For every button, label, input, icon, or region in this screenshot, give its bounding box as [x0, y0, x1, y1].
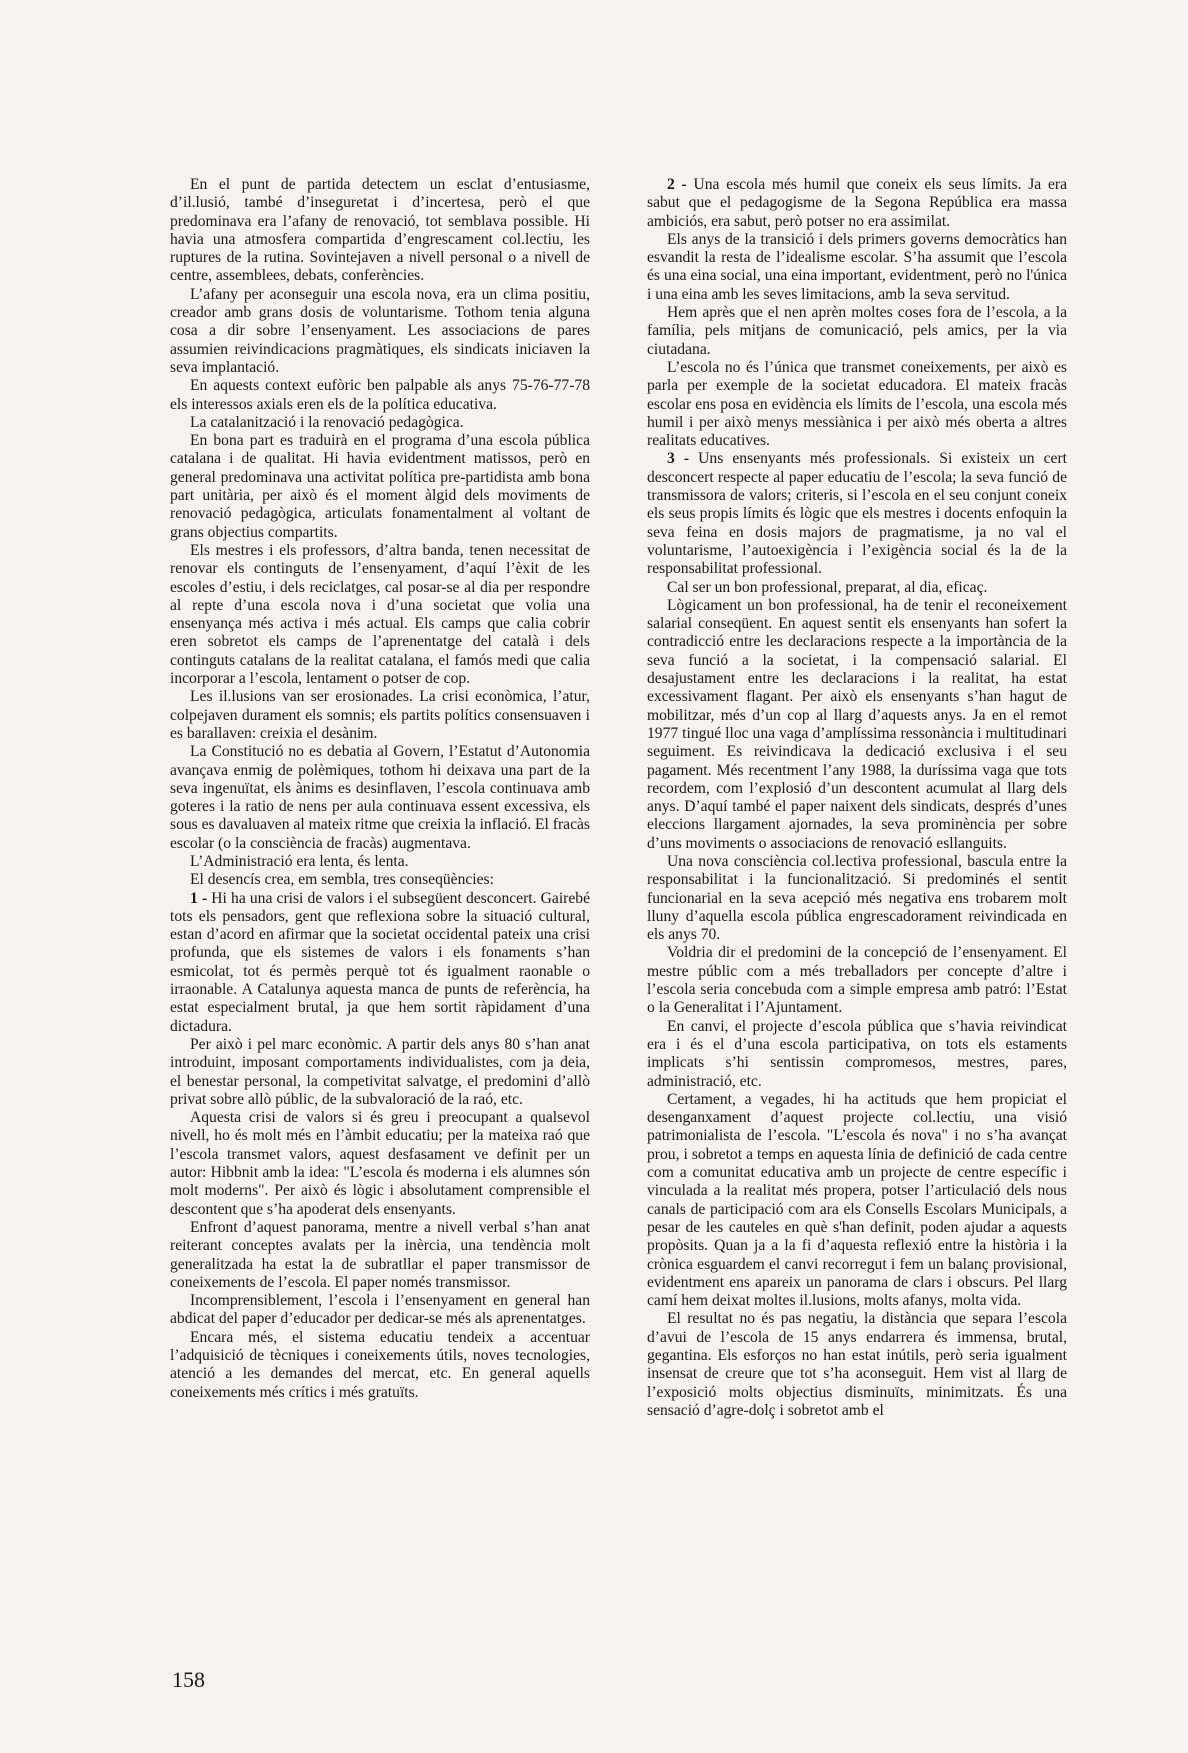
paragraph: [170, 871, 590, 889]
paragraph: [647, 450, 1067, 578]
paragraph-text: Hem après que el nen aprèn moltes coses fora de l’escola, a la família, pels mitjans de comunicació, pels amics, per la via ciutadana.: [647, 304, 1067, 358]
paragraph-text: Cal ser un bon professional, preparat, al dia, eficaç.: [667, 578, 988, 596]
paragraph: [170, 1292, 590, 1329]
paragraph-text: Certament, a vegades, hi ha actituds que hem propiciat el desenganxament d’aquest projecte col.lectiu, una visió patrimonialista de l’escola. "L’escola és nova" i no s’ha avançat prou, i sobretot a temps en aquesta línia de definició de cada centre com a comunitat educativa amb un projecte de centre específic i vinculada a la realitat més propera, potser l’articulació dels nous canals de participació com ara els Consells Escolars Municipals, a pesar de les cauteles en què s'han definit, poden ajudar a aquests propòsits. Quan ja a la fi d’aquesta reflexió entre la història i la crònica esguardem el canvi recorregut i fem un balanç provisional, evidentment ens apareix un panorama de clars i obscurs. Pel llarg camí hem deixat moltes il.lusions, molts afanys, molta vida.: [647, 1090, 1067, 1310]
paragraph: [170, 377, 590, 414]
paragraph-text: El resultat no és pas negatiu, la distància que separa l’escola d’avui de l’escola de 15 anys endarrera és immensa, brutal, gegantina. Els esforços no han estat inútils, però seria igualment insensat de creure que tot s’ha aconseguit. Hem vist al llarg de l’exposició molts objectius disminuïts, minimitzats. És una sensació d’agre-dolç i sobretot amb el: [647, 1310, 1067, 1419]
paragraph-text: En el punt de partida detectem un esclat d’entusiasme, d’il.lusió, també d’inseguretat i d’incertesa, però el que predominava era l’afany de renovació, tot semblava possible. Hi havia una atmosfera compartida d’engrescament col.lectiu, les ruptures de la rutina. Sovintejaven a nivell personal o a nivell de centre, assemblees, debats, conferències.: [170, 176, 590, 285]
paragraph-text: L’afany per aconseguir una escola nova, era un clima positiu, creador amb grans dosis de voluntarisme. Tothom tenia alguna cosa a dir sobre l’ensenyament. Les associacions de pares assumien reivindicacions pragmàtiques, els sindicats iniciaven la seva implantació.: [170, 285, 590, 376]
paragraph-text: En bona part es traduirà en el programa d’una escola pública catalana i de qualitat. Hi havia evidentment matissos, però en general predominava una activitat política pre-partidista amb bona part unitària, per això és el moment àlgid dels moviments de renovació pedagògica, articulats fonamentalment al voltant de grans objectius compartits.: [170, 432, 590, 541]
paragraph: [647, 1091, 1067, 1311]
paragraph: [647, 359, 1067, 450]
paragraph-text: Uns ensenyants més professionals. Si existeix un cert desconcert respecte al paper educatiu de l’escola; la seva funció de transmissora de valors; criteris, si l’escola en el seu conjunt coneix els seus propis límits és lògic que els mestres i docents enfoquin la seva feina en dosis majors de pragmatisme, ja no val el voluntarisme, l’autoexigència i l’exigència social és la de la responsabilitat professional.: [647, 450, 1068, 578]
paragraph-text: Enfront d’aquest panorama, mentre a nivell verbal s’han anat reiterant conceptes avalats per la inèrcia, una tendència molt generalitzada ha estat la de subratllar el paper transmissor de coneixements de l’escola. El paper només transmissor.: [170, 1218, 590, 1291]
paragraph: [647, 1018, 1067, 1091]
paragraph: [170, 853, 590, 871]
paragraph: [170, 432, 590, 542]
paragraph-text: La Constitució no es debatia al Govern, l’Estatut d’Autonomia avançava enmig de polèmiques, tothom hi deixava una part de la seva ingenuïtat, els ànims es desinflaven, l’escola continuava amb goteres i la ratio de nens per aula continuava essent excessiva, els sous es davaluaven al mateix ritme que creixia la inflació. El fracàs escolar (o la consciència de fracàs) augmentava.: [170, 743, 590, 852]
paragraph-text: En aquests context eufòric ben palpable als anys 75-76-77-78 els interessos axials eren els de la política educativa.: [170, 377, 590, 413]
paragraph: [170, 286, 590, 377]
paragraph: [647, 304, 1067, 359]
paragraph: [170, 688, 590, 743]
paragraph-text: Per això i pel marc econòmic. A partir dels anys 80 s’han anat introduint, imposant comportaments individualistes, com ja deia, el benestar personal, la competivitat salvatge, el predomini d’allò privat sobre allò públic, de la subvaloració de la raó, etc.: [170, 1035, 590, 1108]
paragraph-text: Els anys de la transició i dels primers governs democràtics han esvandit la resta de l’idealisme escolar. S’ha assumit que l’escola és una eina social, una eina important, evidentment, però no l'única i una eina amb les seves limitacions, amb la seva servitud.: [647, 230, 1067, 303]
paragraph-text: Els mestres i els professors, d’altra banda, tenen necessitat de renovar els continguts de l’ensenyament, d’aquí l’èxit de les escoles d’estiu, i dels reciclatges, cal posar-se al dia per respondre al repte d’una escola nova i d’una societat que volia una ensenyança més activa i més actual. Els camps que calia cobrir eren sobretot els camps de l’aprenentatge del català i dels continguts catalans de la realitat catalana, el famós medi que calia incorporar a l’escola, lentament o potser de cop.: [170, 541, 590, 688]
paragraph: [170, 890, 590, 1036]
paragraph: [647, 597, 1067, 853]
paragraph: [170, 1329, 590, 1402]
paragraph: [170, 1219, 590, 1292]
paragraph-text: Aquesta crisi de valors si és greu i preocupant a qualsevol nivell, ho és molt més en l’àmbit educatiu; per la mateixa raó que l’escola transmet valors, aquest desfasament ve definit per un autor: Hibbnit amb la idea: "L’escola és moderna i els alumnes són molt moderns". Per això és lògic i absolutament comprensible el descontent que s’ha apoderat dels ensenyants.: [170, 1109, 590, 1218]
paragraph-text: Hi ha una crisi de valors i el subsegüent desconcert. Gairebé tots els pensadors, gent que reflexiona sobre la situació cultural, estan d’acord en afirmar que la societat occidental pateix una crisi profunda, que els sistemes de valors i els fonaments s’han esmicolat, tot és permès perquè tot és igualment raonable o irraonable. A Catalunya aquesta manca de punts de referència, ha estat especialment brutal, ja que hem sortit ràpidament d’una dictadura.: [170, 889, 591, 1035]
paragraph-text: Lògicament un bon professional, ha de tenir el reconeixement salarial conseqüent. En aquest sentit els ensenyants han sofert la contradicció entre les declaracions respecte a la importància de la seva funció a la societat, i la compensació salarial. El desajustament entre les declaracions i la realitat, ha estat excessivament flagant. Per això els ensenyants s’han hagut de mobilitzar, més d’un cop al llarg d’aquests anys. Ja en el remot 1977 tingué lloc una vaga d’amplíssima ressonància i multitudinari seguiment. Es reivindicava la dedicació exclusiva i el seu pagament. Més recentment l’any 1988, la duríssima vaga que tots recordem, com l’explosió d’un descontent acumulat al llarg dels anys. D’aquí també el paper naixent dels sindicats, després d’unes eleccions llargament ajornades, la seva prominència per sobre d’uns moviments o associacions de renovació esllanguits.: [647, 596, 1067, 852]
paragraph-text: La catalanització i la renovació pedagògica.: [190, 413, 464, 431]
paragraph: [647, 231, 1067, 304]
paragraph: [170, 743, 590, 853]
paragraph: [170, 414, 590, 432]
paragraph-text: L’escola no és l’única que transmet coneixements, per això es parla per exemple de la societat educadora. El mateix fracàs escolar ens posa en evidència els límits de l’escola, una escola més humil i per això menys messiànica i per això més oberta a altres realitats educatives.: [647, 358, 1067, 450]
paragraph-text: Una nova consciència col.lectiva professional, bascula entre la responsabilitat i la funcionalització. Si predominés el sentit funcionarial en la seva acepció més negativa ens trobarem molt lluny d’aquella escola pública engrescadorament reivindicada en els anys 70.: [647, 852, 1067, 944]
paragraph-text: Incomprensiblement, l’escola i l’ensenyament en general han abdicat del paper d’educador per dedicar-se més als aprenentatges.: [170, 1292, 590, 1328]
paragraph: [170, 542, 590, 688]
paragraph-text: L’Administració era lenta, és lenta.: [190, 852, 409, 870]
paragraph: [647, 853, 1067, 944]
paragraph-text: En canvi, el projecte d’escola pública que s’havia reivindicat era i és el d’una escola participativa, on tots els estaments implicats s’hi sentissin compromesos, mestres, pares, administració, etc.: [647, 1017, 1067, 1090]
left-text-column: [170, 176, 590, 1402]
page-number: 158: [172, 1667, 205, 1692]
list-number: 2 -: [667, 176, 687, 193]
paragraph-text: Voldria dir el predomini de la concepció de l’ensenyament. El mestre públic com a més treballadors per concepte d’altre i l’escola seria concebuda com a simple empresa amb patró: l’Estat o la Generalitat i l’Ajuntament.: [647, 944, 1067, 1017]
paragraph: [647, 944, 1067, 1017]
paragraph-text: Les il.lusions van ser erosionades. La crisi econòmica, l’atur, colpejaven durament els somnis; els partits polítics consensuaven i es barallaven: creixia el desànim.: [170, 688, 590, 742]
paragraph: [170, 176, 590, 286]
list-number: 1 -: [190, 889, 208, 907]
paragraph: [647, 176, 1067, 231]
paragraph-text: Encara més, el sistema educatiu tendeix a accentuar l’adquisició de tècniques i coneixements útils, noves tecnologies, atenció a les demandes del mercat, etc. En general aquells coneixements més crítics i més gratuïts.: [170, 1328, 590, 1401]
right-text-column: [647, 176, 1067, 1420]
paragraph-text: El desencís crea, em sembla, tres conseqüències:: [190, 871, 494, 889]
paragraph: [647, 1310, 1067, 1420]
paragraph-text: Una escola més humil que coneix els seus límits. Ja era sabut que el pedagogisme de la Segona República era massa ambiciós, era sabut, però potser no era assimilat.: [647, 176, 1067, 230]
paragraph: [647, 579, 1067, 597]
paragraph: [170, 1036, 590, 1109]
list-number: 3 -: [667, 450, 690, 468]
paragraph: [170, 1109, 590, 1219]
